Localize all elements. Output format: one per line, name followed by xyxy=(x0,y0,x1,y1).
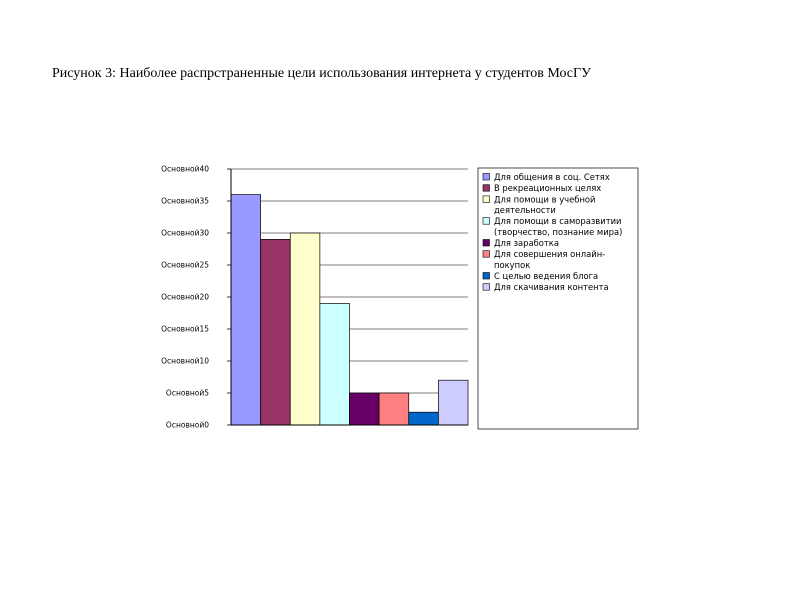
legend-label: деятельности xyxy=(494,205,556,215)
y-tick-label: Основной25 xyxy=(161,260,209,270)
chart-bars xyxy=(231,195,468,425)
legend-swatch xyxy=(483,240,490,247)
legend-label: Для помощи в саморазвитии xyxy=(494,216,622,227)
legend-label: Для помощи в учебной xyxy=(494,194,596,205)
y-tick-label: Основной40 xyxy=(161,164,209,174)
chart-legend xyxy=(478,168,638,429)
y-tick-label: Основной35 xyxy=(161,196,209,206)
y-tick-label: Основной15 xyxy=(161,324,209,334)
legend-swatch xyxy=(483,273,490,280)
legend-label: С целью ведения блога xyxy=(494,271,599,281)
bar xyxy=(261,239,291,425)
legend-label: Для совершения онлайн- xyxy=(494,249,606,260)
bar xyxy=(438,380,468,425)
y-axis-tick-labels xyxy=(161,165,209,430)
bar xyxy=(350,393,380,425)
y-tick-label: Основной0 xyxy=(165,420,209,430)
y-tick-label: Основной30 xyxy=(161,228,209,238)
bar xyxy=(409,412,439,425)
legend-label: Для скачивания контента xyxy=(494,282,609,293)
legend-swatch xyxy=(483,251,490,258)
legend-label: Для общения в соц. Сетях xyxy=(494,172,610,182)
legend-label: (творчество, познание мира) xyxy=(494,226,623,237)
legend-label: покупок xyxy=(494,259,531,270)
y-tick-label: Основной5 xyxy=(165,388,209,398)
figure-caption: Рисунок 3: Наиболее распрстраненные цели использования интернета у студентов МосГУ xyxy=(52,66,592,81)
bar xyxy=(320,303,350,425)
bar xyxy=(379,393,409,425)
y-tick-label: Основной10 xyxy=(161,356,209,366)
bar xyxy=(290,233,320,425)
legend-swatch xyxy=(483,218,490,225)
legend-swatch xyxy=(483,185,490,192)
bar xyxy=(231,195,261,425)
legend-swatch xyxy=(483,284,490,291)
legend-swatch xyxy=(483,196,490,203)
y-tick-label: Основной20 xyxy=(161,292,209,302)
legend-label: Для заработка xyxy=(494,238,559,248)
legend-label: В рекреационных целях xyxy=(494,183,602,194)
legend-swatch xyxy=(483,174,490,181)
